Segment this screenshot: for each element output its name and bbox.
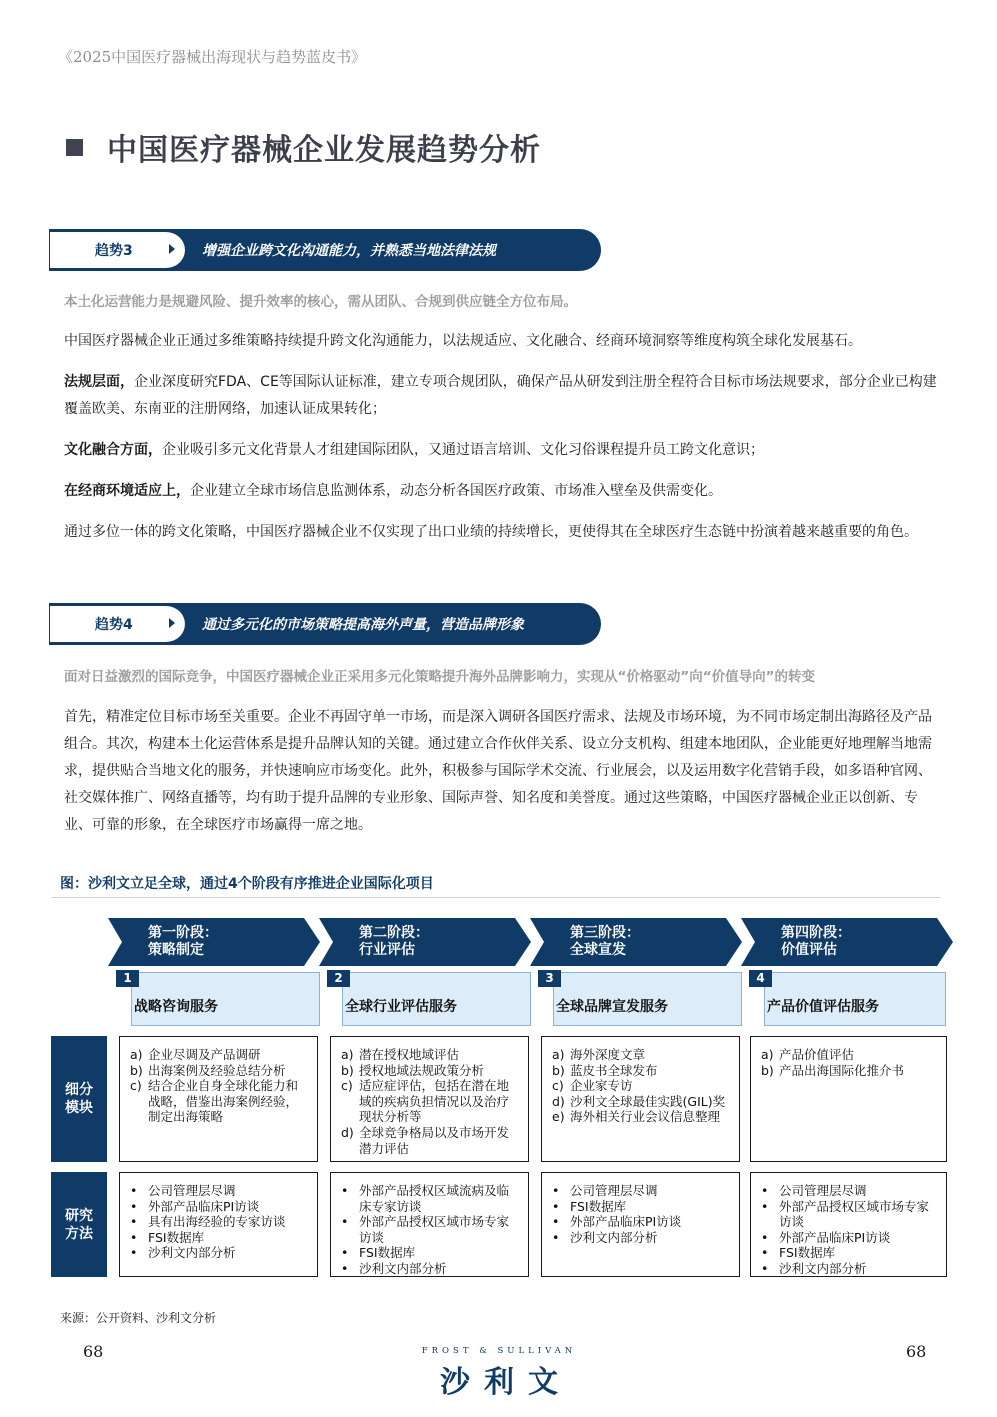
stage-2-phase: 第二阶段： [359, 925, 429, 941]
method-cell-3 [541, 1172, 740, 1277]
item-text: 沙利文内部分析 [148, 1245, 236, 1261]
figure-divider [52, 897, 940, 898]
method-item [130, 1199, 309, 1215]
module-item [130, 1078, 309, 1125]
page-number-left: 68 [83, 1342, 104, 1361]
bullet-icon: • [761, 1198, 769, 1214]
method-cell-4 [750, 1172, 947, 1277]
bullet-icon: • [761, 1260, 769, 1276]
bullet-icon: • [552, 1229, 560, 1245]
module-list [130, 1047, 309, 1125]
stage-2-chevron [319, 918, 531, 966]
module-item [552, 1109, 731, 1125]
item-marker: d) [552, 1093, 565, 1109]
trend3-culture-paragraph [64, 437, 939, 464]
row-head-modules [51, 1036, 107, 1162]
bullet-icon: • [130, 1229, 138, 1245]
item-text: 沙利文内部分析 [570, 1229, 658, 1245]
item-text: 外部产品授权区域流病及临床专家访谈 [359, 1183, 510, 1214]
bullet-icon: • [761, 1229, 769, 1245]
source-note: 来源：公开资料、沙利文分析 [60, 1311, 217, 1325]
item-marker: b) [552, 1062, 565, 1078]
method-item [761, 1261, 938, 1277]
trend4-lead: 面对日益激烈的国际竞争，中国医疗器械企业正采用多元化策略提升海外品牌影响力，实现从“价格驱动”向“价值导向”的转变 [64, 669, 815, 685]
method-item [761, 1183, 938, 1199]
item-text: 潜在授权地域评估 [359, 1047, 460, 1062]
item-text: 公司管理层尽调 [779, 1183, 867, 1198]
row-head-methods [51, 1172, 107, 1277]
item-marker: b) [761, 1062, 774, 1078]
item-text: 海外相关行业会议信息整理 [570, 1109, 721, 1125]
method-list [552, 1183, 731, 1245]
page-number-right: 68 [906, 1342, 927, 1361]
item-marker: e) [552, 1109, 565, 1125]
item-marker: a) [552, 1047, 565, 1062]
logo-chinese: 沙利文 [440, 1365, 572, 1400]
trend3-banner [49, 229, 601, 271]
stage-2-name: 行业评估 [359, 942, 415, 958]
item-text: 具有出海经验的专家访谈 [148, 1214, 286, 1230]
method-item [761, 1230, 938, 1246]
method-item [761, 1245, 938, 1261]
module-item [130, 1047, 309, 1063]
item-text: 沙利文内部分析 [779, 1260, 867, 1276]
item-marker: a) [761, 1047, 774, 1062]
business-text: 企业建立全球市场信息监测体系，动态分析各国医疗政策、市场准入壁垒及供需变化。 [190, 483, 722, 499]
method-item [130, 1245, 309, 1261]
method-item [552, 1199, 731, 1215]
item-marker: a) [130, 1047, 143, 1062]
method-item [552, 1214, 731, 1230]
method-item [341, 1183, 520, 1214]
module-item [130, 1063, 309, 1079]
bullet-icon: • [761, 1183, 769, 1198]
culture-heading: 文化融合方面， [64, 442, 162, 458]
item-marker: d) [341, 1124, 354, 1140]
bullet-icon: • [130, 1214, 138, 1230]
stage-3-name: 全球宣发 [570, 942, 626, 958]
service-label-4: 产品价值评估服务 [767, 999, 879, 1015]
trend3-intro: 中国医疗器械企业正通过多维策略持续提升跨文化沟通能力，以法规适应、文化融合、经商环境洞察等维度构筑全球化发展基石。 [64, 333, 862, 349]
item-text: 产品出海国际化推介书 [779, 1062, 905, 1078]
module-item [341, 1047, 520, 1063]
item-text: 产品价值评估 [779, 1047, 855, 1062]
item-text: 企业尽调及产品调研 [148, 1047, 261, 1062]
bullet-icon: • [130, 1183, 138, 1198]
logo-english: FROST & SULLIVAN [421, 1346, 577, 1356]
bullet-icon: • [341, 1214, 349, 1230]
item-marker: c) [341, 1078, 353, 1094]
stage-4-phase: 第四阶段： [781, 925, 851, 941]
item-text: 外部产品授权区域市场专家访谈 [359, 1214, 510, 1245]
module-item [552, 1063, 731, 1079]
method-item [341, 1214, 520, 1245]
stage-4-chevron [741, 918, 953, 966]
row-head-methods-text: 研究 方法 [65, 1207, 93, 1242]
module-list [761, 1047, 938, 1078]
method-item [130, 1214, 309, 1230]
module-item [761, 1063, 938, 1079]
item-text: 外部产品临床PI访谈 [570, 1214, 682, 1230]
service-number-4: 4 [749, 970, 772, 987]
service-box-1 [116, 970, 320, 1026]
stage-4-name: 价值评估 [781, 942, 837, 958]
trend3-regulation-paragraph [64, 369, 939, 423]
method-item [130, 1183, 309, 1199]
method-item [341, 1261, 520, 1277]
item-text: 外部产品授权区域市场专家访谈 [779, 1198, 930, 1230]
row-head-modules-text: 细分 模块 [65, 1082, 93, 1116]
item-text: 公司管理层尽调 [570, 1183, 658, 1198]
section-title [66, 128, 541, 166]
module-item [552, 1094, 731, 1110]
item-text: 适应症评估，包括在潜在地域的疾病负担情况以及治疗现状分析等 [359, 1078, 510, 1125]
item-text: 外部产品临床PI访谈 [779, 1229, 891, 1245]
trend4-label: 趋势4 [95, 617, 133, 633]
stage-1-chevron [108, 918, 320, 966]
item-text: FSI数据库 [359, 1245, 416, 1261]
trend3-business-paragraph [64, 478, 939, 505]
item-text: 公司管理层尽调 [148, 1183, 236, 1198]
item-marker: b) [341, 1062, 354, 1078]
regulation-text: 企业深度研究FDA、CE等国际认证标准，建立专项合规团队，确保产品从研发到注册全程符合目标市场法规要求，部分企业已构建覆盖欧美、东南亚的注册网络，加速认证成果转化； [64, 374, 937, 417]
method-item [552, 1230, 731, 1246]
business-heading: 在经商环境适应上， [64, 483, 190, 499]
item-marker: c) [552, 1078, 564, 1094]
item-marker: c) [130, 1078, 142, 1094]
item-text: 蓝皮书全球发布 [570, 1062, 658, 1078]
method-item [130, 1230, 309, 1246]
item-text: 出海案例及经验总结分析 [148, 1062, 286, 1078]
service-label-1: 战略咨询服务 [134, 999, 218, 1015]
service-label-2: 全球行业评估服务 [345, 999, 457, 1015]
trend4-banner [49, 603, 601, 645]
section-title-text: 中国医疗器械企业发展趋势分析 [107, 133, 541, 168]
item-text: FSI数据库 [779, 1245, 836, 1261]
module-cell-4 [750, 1036, 947, 1162]
stage-3-phase: 第三阶段： [570, 925, 640, 941]
stage-3-chevron [530, 918, 742, 966]
method-list [130, 1183, 309, 1261]
bullet-icon: • [341, 1183, 349, 1198]
book-title: 《2025中国医疗器械出海现状与趋势蓝皮书》 [58, 48, 367, 66]
module-item [341, 1063, 520, 1079]
item-text: FSI数据库 [570, 1198, 627, 1214]
bullet-icon: • [552, 1214, 560, 1230]
item-text: 海外深度文章 [570, 1047, 646, 1062]
service-box-3 [538, 970, 742, 1026]
method-cell-2 [330, 1172, 529, 1277]
item-text: 沙利文全球最佳实践(GIL)奖 [570, 1093, 726, 1109]
service-number-1: 1 [116, 970, 139, 987]
bullet-icon: • [341, 1245, 349, 1261]
method-item [552, 1183, 731, 1199]
figure-title: 图：沙利文立足全球，通过4个阶段有序推进企业国际化项目 [60, 876, 434, 892]
item-text: 企业家专访 [570, 1078, 633, 1094]
service-number-3: 3 [538, 970, 561, 987]
culture-text: 企业吸引多元文化背景人才组建国际团队，又通过语言培训、文化习俗课程提升员工跨文化意识； [162, 442, 764, 458]
trend3-lead: 本土化运营能力是规避风险、提升效率的核心，需从团队、合规到供应链全方位布局。 [64, 294, 577, 310]
service-box-4 [749, 970, 953, 1026]
service-number-2: 2 [327, 970, 350, 987]
bullet-icon: • [130, 1198, 138, 1214]
module-cell-3 [541, 1036, 740, 1162]
trend3-conclusion: 通过多位一体的跨文化策略，中国医疗器械企业不仅实现了出口业绩的持续增长，更使得其在全球医疗生态链中扮演着越来越重要的角色。 [64, 524, 918, 540]
module-item [341, 1078, 520, 1125]
item-text: 外部产品临床PI访谈 [148, 1198, 260, 1214]
module-item [552, 1047, 731, 1063]
module-cell-2 [330, 1036, 529, 1162]
method-item [341, 1245, 520, 1261]
stage-1-name: 策略制定 [148, 942, 204, 958]
service-box-2 [327, 970, 531, 1026]
module-cell-1 [119, 1036, 318, 1162]
item-text: 全球竞争格局以及市场开发潜力评估 [359, 1124, 510, 1156]
item-text: 结合企业自身全球化能力和战略，借鉴出海案例经验，制定出海策略 [148, 1078, 299, 1125]
section-square-icon [66, 139, 83, 156]
item-text: 沙利文内部分析 [359, 1260, 447, 1276]
module-list [552, 1047, 731, 1125]
trend4-body: 首先，精准定位目标市场至关重要。企业不再固守单一市场，而是深入调研各国医疗需求、法规及市场环境，为不同市场定制出海路径及产品组合。其次，构建本土化运营体系是提升品牌认知的关键。通过建立合作伙伴关系、设立分支机构、组建本地团队，企业能更好地理解当地需求，提供贴合当地文化的服务，并快速响应市场变化。此外，积极参与国际学术交流、行业展会，以及运用数字化营销手段，如多语种官网、社交媒体推广、网络直播等，均有助于提升品牌的专业形象、国际声誉、知名度和美誉度。通过这些策略，中国医疗器械企业正以创新、专业、可靠的形象，在全球医疗市场赢得一席之地。 [64, 709, 932, 833]
item-marker: b) [130, 1062, 143, 1078]
method-list [341, 1183, 520, 1277]
method-item [761, 1199, 938, 1230]
item-marker: a) [341, 1047, 354, 1062]
frost-sullivan-logo [420, 1346, 578, 1400]
module-item [761, 1047, 938, 1063]
module-list [341, 1047, 520, 1156]
regulation-heading: 法规层面， [64, 374, 134, 390]
trend3-title: 增强企业跨文化沟通能力，并熟悉当地法律法规 [202, 243, 496, 259]
trend4-title: 通过多元化的市场策略提高海外声量，营造品牌形象 [202, 617, 524, 633]
item-text: FSI数据库 [148, 1229, 205, 1245]
bullet-icon: • [761, 1245, 769, 1261]
trend3-label: 趋势3 [95, 243, 133, 259]
module-item [552, 1078, 731, 1094]
item-text: 授权地域法规政策分析 [359, 1062, 485, 1078]
service-label-3: 全球品牌宣发服务 [556, 999, 668, 1015]
bullet-icon: • [552, 1183, 560, 1198]
bullet-icon: • [341, 1260, 349, 1276]
stage-1-phase: 第一阶段： [148, 925, 218, 941]
module-item [341, 1125, 520, 1156]
bullet-icon: • [552, 1198, 560, 1214]
method-list [761, 1183, 938, 1277]
method-cell-1 [119, 1172, 318, 1277]
bullet-icon: • [130, 1245, 138, 1261]
